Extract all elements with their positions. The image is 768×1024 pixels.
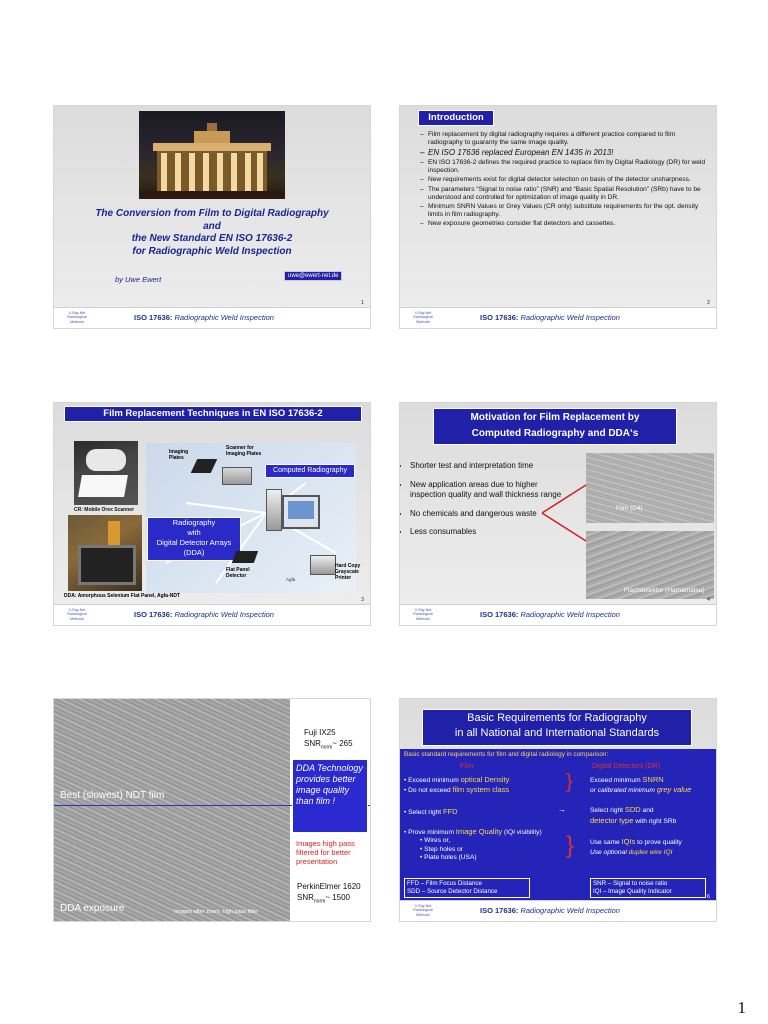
slide-number: 4 bbox=[706, 597, 710, 603]
dda-caption: DDA: Amorphous Selenium Flat Panel, Agfa-NDT bbox=[64, 593, 181, 599]
slide-title: Motivation for Film Replacement by Computed Radiography and DDA‘s bbox=[433, 408, 677, 445]
slide-footer bbox=[54, 604, 370, 625]
list-item: • No chemicals and dangerous waste bbox=[410, 509, 572, 520]
comparison-arrows bbox=[540, 473, 590, 553]
slide-4 bbox=[399, 402, 717, 626]
scanner-label: Scanner for Imaging Plates bbox=[226, 445, 262, 457]
flat-panel-label: Flat Panel Detector bbox=[226, 567, 250, 579]
best-film-label: Best (slowest) NDT film bbox=[60, 790, 165, 801]
intro-bullet-list bbox=[420, 131, 708, 230]
slide-title: Film Replacement Techniques in EN ISO 17636-2 bbox=[64, 406, 362, 422]
author-email[interactable]: uwe@ewert-net.de bbox=[284, 271, 342, 281]
slide-number: 3 bbox=[360, 597, 364, 603]
xray-net-logo: X-Ray-Net Radiological Methods bbox=[413, 904, 433, 917]
footer-text: ISO 17636: Radiographic Weld Inspection bbox=[480, 610, 620, 619]
list-item: – Film replacement by digital radiography requires a different practice compared to film radiography to guaranty the same image quality. bbox=[420, 131, 708, 146]
film-requirement-3: • Select right FFD bbox=[404, 807, 458, 816]
slide-number: 2 bbox=[706, 300, 710, 306]
brandenburg-gate-photo bbox=[139, 111, 285, 199]
list-item: – EN ISO 17636 replaced European EN 1435 in 2013! bbox=[420, 148, 708, 157]
legend-left: FFD – Film Focus Distance SDD – Source Detector Distance bbox=[404, 878, 530, 898]
slide-number: 1 bbox=[360, 300, 364, 306]
list-item: – The parameters “Signal to noise ratio” (SNR) and “Basic Spatial Resolution” (SRb) have to be understood and controlled for optimization of image quality in DR. bbox=[420, 186, 708, 201]
computed-radiography-label: Computed Radiography bbox=[265, 464, 355, 478]
workstation-tower-icon bbox=[266, 489, 282, 531]
legend-right: SNR – Signal to noise ratio IQI – Image Quality Indicator bbox=[590, 878, 706, 898]
red-brace-1: } bbox=[566, 771, 573, 793]
film-requirement-1: • Exceed minimum optical Density bbox=[404, 775, 510, 784]
list-item: – New exposure geometries consider flat detectors and cassettes. bbox=[420, 220, 708, 228]
slide-title: Introduction bbox=[418, 110, 494, 126]
xray-net-logo: X-Ray-Net Radiological Methods bbox=[67, 608, 87, 621]
cr-scanner-photo bbox=[74, 441, 138, 505]
slide-3 bbox=[53, 402, 371, 626]
film-image-label: Film (D4) bbox=[616, 505, 643, 512]
digital-requirement-3: Select right SDD and detector type with right SRb bbox=[590, 805, 677, 825]
xray-net-logo: X-Ray-Net Radiological Methods bbox=[67, 311, 87, 324]
list-item: • Shorter test and interpretation time bbox=[410, 461, 572, 472]
slide-5 bbox=[53, 698, 371, 922]
film-requirement-2: • Do not exceed film system class bbox=[404, 785, 510, 794]
digital-requirement-2: or calibrated minimum grey value bbox=[590, 785, 692, 794]
list-item: • Less consumables bbox=[410, 527, 572, 538]
printer-icon bbox=[310, 555, 336, 575]
fuji-snr: Fuji IX25 $SNR_{norm}\sim$ 265 bbox=[304, 728, 353, 751]
flat-panel-icon bbox=[232, 551, 258, 563]
film-requirement-4: • Prove minimum Image Quality (IQI visibility) bbox=[404, 827, 542, 836]
cr-caption: CR: Mobile Orex Scanner bbox=[74, 507, 135, 513]
dda-label: Radiography with Digital Detector Arrays (DDA) bbox=[147, 517, 241, 561]
dda-claim-box: DDA Technology provides better image quality than film ! bbox=[292, 759, 368, 833]
filter-note: Images high pass filtered for better presentation bbox=[296, 839, 355, 866]
dda-photo bbox=[68, 515, 142, 591]
digital-column-header: Digital Detectors (DR) bbox=[592, 763, 661, 770]
flat-detector-label: Flachdetektor (Hamamatsu) bbox=[624, 587, 705, 594]
red-brace-2: } bbox=[566, 832, 575, 859]
arrow-icon: → bbox=[558, 805, 566, 814]
computer-icon bbox=[282, 495, 320, 529]
agfa-label: Agfa bbox=[286, 577, 296, 582]
requirements-intro: Basic standard requirements for film and digital radiology in comparison: bbox=[404, 751, 609, 758]
list-item: • New application areas due to higher inspection quality and wall thickness range bbox=[410, 480, 572, 501]
images-note: Images after zoom, high pass filter bbox=[174, 909, 259, 915]
imaging-plates-label: Imaging Plates bbox=[169, 449, 189, 461]
footer-text: ISO 17636: Radiographic Weld Inspection bbox=[480, 313, 620, 322]
slide-2 bbox=[399, 105, 717, 329]
xray-net-logo: X-Ray-Net Radiological Methods bbox=[413, 311, 433, 324]
slide-footer bbox=[54, 307, 370, 328]
list-item: – New requirements exist for digital detector selection on basis of the detector unsharpness. bbox=[420, 176, 708, 184]
slide-footer bbox=[400, 604, 716, 625]
requirements-panel bbox=[400, 749, 716, 901]
slide-number: 6 bbox=[706, 894, 710, 900]
footer-text: ISO 17636: Radiographic Weld Inspection bbox=[134, 610, 274, 619]
list-item: – EN ISO 17636-2 defines the required practice to replace film by Digital Radiology (DR) for weld inspection. bbox=[420, 159, 708, 174]
slide-title: Basic Requirements for Radiography in all National and International Standards bbox=[422, 709, 692, 746]
slide-1 bbox=[53, 105, 371, 329]
film-column-header: Film bbox=[460, 763, 474, 770]
slide-footer bbox=[400, 307, 716, 328]
digital-requirement-1: Exceed minimum SNRN bbox=[590, 775, 664, 784]
footer-text: ISO 17636: Radiographic Weld Inspection bbox=[134, 313, 274, 322]
printer-label: Hard Copy Grayscale Printer bbox=[335, 563, 361, 581]
footer-text: ISO 17636: Radiographic Weld Inspection bbox=[480, 906, 620, 915]
xray-net-logo: X-Ray-Net Radiological Methods bbox=[413, 608, 433, 621]
list-item: – Minimum SNRN Values or Grey Values (CR only) substitute requirements for the opt. density limits in film radiography. bbox=[420, 203, 708, 218]
iqi-type-list: • Wires or, • Step holes or • Plate holes (USA) bbox=[420, 837, 477, 861]
presentation-title: The Conversion from Film to Digital Radiography and the New Standard EN ISO 17636-2 for Radiographic Weld Inspection bbox=[95, 208, 329, 257]
author-name: by Uwe Ewert bbox=[115, 275, 162, 284]
slide-6 bbox=[399, 698, 717, 922]
film-vs-dda-image bbox=[54, 699, 290, 921]
digital-requirement-4: Use same IQIs to prove quality Use optional duplex wire IQI bbox=[590, 837, 682, 856]
dda-exposure-label: DDA exposure bbox=[60, 903, 125, 914]
perkin-snr: PerkinElmer 1620 $SNR_{norm}\sim$ 1500 bbox=[297, 882, 361, 905]
page-number: 1 bbox=[737, 998, 746, 1017]
slide-footer bbox=[400, 900, 716, 921]
scanner-icon bbox=[222, 467, 252, 485]
film-image bbox=[586, 453, 714, 523]
